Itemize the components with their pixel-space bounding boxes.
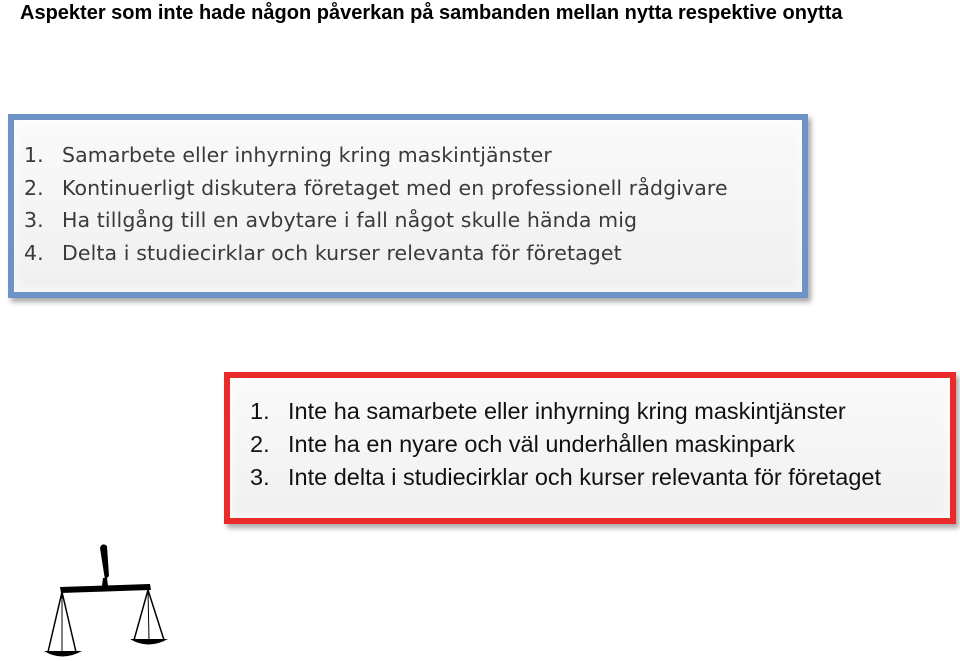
list-item — [24, 172, 728, 205]
list-item — [24, 139, 728, 172]
item-number: 2. — [24, 175, 44, 200]
list-item — [24, 204, 728, 237]
item-text: Inte ha samarbete eller inhyrning kring maskintjänster — [288, 398, 846, 424]
page-title: Aspekter som inte hade någon påverkan på sambanden mellan nytta respektive onytta — [20, 2, 843, 24]
item-number: 1. — [250, 398, 270, 424]
item-text: Samarbete eller inhyrning kring maskintjänster — [62, 143, 552, 167]
list-item — [250, 428, 881, 461]
list-item — [250, 395, 881, 428]
positive-aspects-list — [24, 139, 728, 270]
item-number: 2. — [250, 431, 270, 457]
item-number: 3. — [24, 208, 44, 233]
item-text: Kontinuerligt diskutera företaget med en professionell rådgivare — [62, 175, 728, 200]
item-text: Inte ha en nyare och väl underhållen maskinpark — [288, 431, 795, 457]
item-text: Delta i studiecirklar och kurser relevanta för företaget — [62, 241, 622, 266]
list-item — [250, 461, 881, 494]
item-number: 1. — [24, 143, 44, 167]
balance-scale-icon — [40, 540, 170, 661]
negative-aspects-list — [250, 395, 881, 494]
item-number: 3. — [250, 464, 270, 490]
item-number: 4. — [24, 241, 44, 266]
item-text: Ha tillgång till en avbytare i fall något skulle hända mig — [62, 208, 638, 233]
item-text: Inte delta i studiecirklar och kurser relevanta för företaget — [288, 464, 882, 490]
list-item — [24, 237, 728, 270]
